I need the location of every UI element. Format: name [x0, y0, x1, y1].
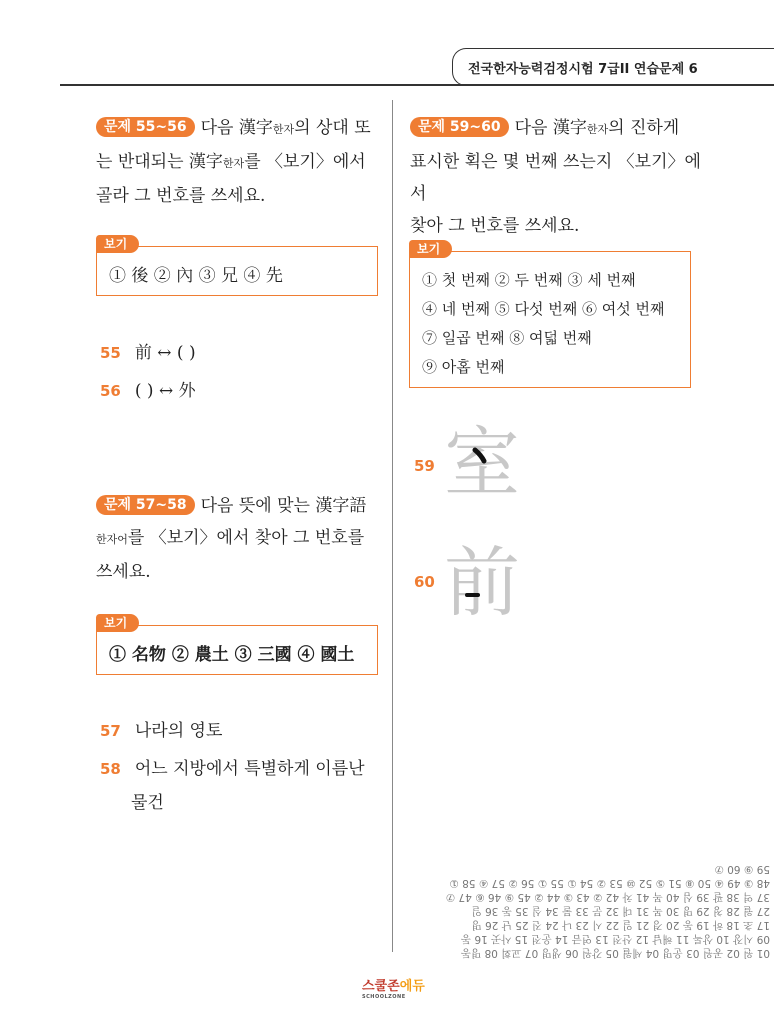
item-number: 59 — [414, 457, 435, 475]
example-box-55-56 — [96, 237, 378, 296]
question-57-58: 문제 57~58 다음 뜻에 맞는 漢字語 한자어를 〈보기〉에서 찾아 그 번호를 쓰세요. — [96, 496, 367, 582]
answer-line: 48 ③ 49 ④ 50 ⑧ 51 ⑤ 52 ⑩ 53 ② 54 ① 55 ① 56 ② 57 ④ 58 ① — [449, 877, 770, 889]
example-tag: 보기 — [409, 240, 452, 258]
item-number: 56 — [100, 382, 121, 400]
item-text: 나라의 영토 — [134, 721, 223, 741]
publisher-logo: 스쿨존에듀 SCHOOLZONE — [362, 979, 425, 1000]
item-text: 어느 지방에서 특별하게 이름난 — [134, 759, 365, 779]
answer-line: 59 ⑨ 60 ⑦ — [714, 863, 770, 875]
item-57 — [100, 716, 222, 741]
highlighted-stroke-60 — [464, 590, 484, 600]
answer-line: 01 원 02 공원 03 운명 04 세월 05 강원 06 생명 07 교회 08 명동 — [460, 947, 770, 959]
column-divider — [392, 100, 393, 952]
item-56 — [100, 376, 196, 401]
item-number: 55 — [100, 344, 121, 362]
option-line: ① 첫 번째 ② 두 번째 ③ 세 번째 — [422, 271, 636, 289]
highlighted-stroke-59 — [472, 447, 492, 467]
question-badge: 문제 55~56 — [96, 117, 195, 137]
question-59-60: 문제 59~60 다음 漢字한자의 진하게 표시한 획은 몇 번째 쓰는지 〈보기〉에서 찾아 그 번호를 쓰세요. — [410, 118, 701, 236]
answer-key — [410, 848, 770, 960]
option-line: ④ 네 번째 ⑤ 다섯 번째 ⑥ 여섯 번째 — [422, 300, 665, 318]
example-options: ① 名物 ② 農土 ③ 三國 ④ 國土 — [109, 645, 355, 665]
example-box-59-60 — [409, 242, 691, 388]
option-line: ⑦ 일곱 번째 ⑧ 여덟 번째 — [422, 329, 592, 347]
example-tag: 보기 — [96, 614, 139, 632]
item-58 — [100, 754, 365, 779]
answer-line: 27 월 28 청 29 명 30 목 31 대 32 문 33 물 34 실 35 동 36 일 — [471, 905, 770, 917]
question-55-56: 문제 55~56 다음 漢字한자의 상대 또 는 반대되는 漢字한자를 〈보기〉에서 골라 그 번호를 쓰세요. — [96, 118, 371, 206]
item-number: 58 — [100, 760, 121, 778]
item-55 — [100, 338, 196, 363]
page-header-title: 전국한자능력검정시험 7급II 연습문제 6 — [468, 62, 698, 77]
item-text: ( ) ↔ 外 — [134, 381, 196, 401]
item-58-continued: 물건 — [131, 793, 164, 813]
example-options: ① 後 ② 內 ③ 兄 ④ 先 — [109, 266, 283, 286]
example-tag: 보기 — [96, 235, 139, 253]
question-badge: 문제 59~60 — [410, 117, 509, 137]
item-number: 57 — [100, 722, 121, 740]
item-number: 60 — [414, 573, 435, 591]
example-box-57-58 — [96, 616, 378, 675]
item-text: 前 ↔ ( ) — [134, 343, 196, 363]
answer-line: 17 초 18 하 19 동 20 경 21 일 22 시 23 나 24 진 25 난 26 명 — [471, 919, 770, 931]
answer-line: 37 역 38 팔 39 심 40 목 41 차 42 ② 43 ③ 44 ② 45 ⑨ 46 ⑥ 47 ⑦ — [445, 891, 770, 903]
stroke-order-character-60: 前 — [444, 538, 520, 627]
example-options — [422, 266, 665, 382]
answer-line: 09 시장 10 상록 11 해남 12 산전 13 연금 14 운전 15 사곳 16 동 — [460, 933, 770, 945]
question-badge: 문제 57~58 — [96, 495, 195, 515]
option-line: ⑨ 아홉 번째 — [422, 358, 505, 376]
stroke-order-character-59: 室 — [444, 418, 520, 507]
header-rule — [60, 84, 774, 86]
